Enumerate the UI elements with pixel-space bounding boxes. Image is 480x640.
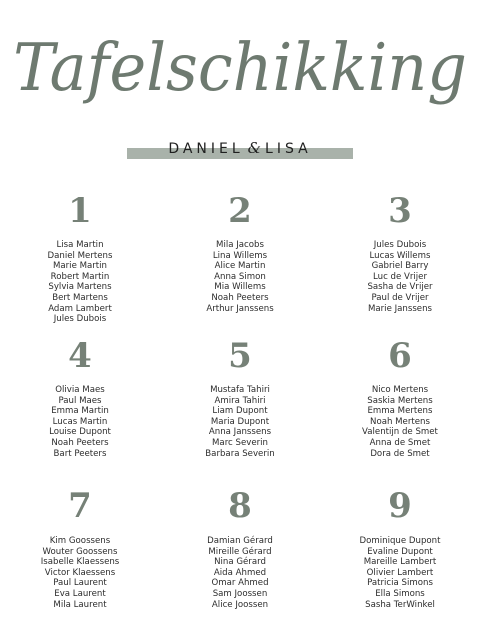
couple-second-name: LISA [265,141,312,157]
guest-name: Bart Peeters [53,448,107,459]
guest-name: Marc Severin [212,437,268,448]
guest-name: Gabriel Barry [371,261,429,272]
guest-name: Valentijn de Smet [362,427,438,438]
guest-name: Amira Tahiri [214,395,266,406]
guest-list [160,240,320,314]
table-number: 5 [228,336,252,376]
guest-name: Sam Joossen [212,588,268,599]
couple-names [0,136,480,160]
guest-name: Anna Janssens [208,427,272,438]
guest-list [0,240,160,325]
guest-name: Noah Peeters [211,292,269,303]
guest-name: Luc de Vrijer [372,271,428,282]
guest-name: Robert Martin [50,271,110,282]
guest-name: Sylvia Martens [48,282,112,293]
guest-name: Aida Ahmed [213,567,267,578]
guest-list [0,385,160,459]
guest-list [160,385,320,459]
guest-name: Emma Mertens [367,406,433,417]
guest-name: Lucas Martin [52,416,108,427]
guest-name: Maria Dupont [210,416,270,427]
guest-name: Alice Joossen [211,599,269,610]
guest-name: Paul Laurent [53,578,107,589]
guest-name: Kim Goossens [49,536,111,546]
guest-name: Dominique Dupont [359,536,441,546]
guest-name: Omar Ahmed [211,578,269,589]
guest-name: Patricia Simons [367,578,433,589]
guest-name: Lina Willems [212,250,268,261]
guest-name: Jules Dubois [373,240,427,250]
table-number: 2 [228,191,252,231]
guest-name: Paul Maes [58,395,102,406]
guest-name: Damian Gérard [207,536,273,546]
guest-name: Dora de Smet [370,448,430,459]
guest-name: Anna Simon [214,271,266,282]
guest-name: Noah Peeters [51,437,109,448]
guest-name: Anna de Smet [369,437,431,448]
guest-name: Olivier Lambert [366,567,434,578]
table-number: 8 [228,486,252,526]
guest-name: Noah Mertens [370,416,430,427]
page-title: Tafelschikking [13,29,467,106]
table-7 [0,486,160,610]
guest-name: Mila Laurent [53,599,107,610]
guest-list [320,536,480,610]
guest-name: Louise Dupont [49,427,111,438]
guest-name: Paul de Vrijer [371,292,429,303]
guest-name: Daniel Mertens [47,250,113,261]
guest-name: Eva Laurent [54,588,106,599]
guest-name: Lisa Martin [56,240,104,250]
table-9 [320,486,480,610]
couple-first-name: DANIEL [168,141,244,157]
guest-name: Sasha de Vrijer [367,282,433,293]
table-number: 7 [68,486,92,526]
table-number: 4 [68,336,92,376]
guest-name: Mia Willems [214,282,266,293]
table-number: 1 [68,191,92,231]
guest-name: Mireille Gérard [208,546,272,557]
guest-name: Saskia Mertens [367,395,433,406]
guest-name: Marie Martin [52,261,108,272]
guest-name: Victor Klaessens [44,567,116,578]
table-number: 3 [388,191,412,231]
table-6 [320,336,480,459]
guest-name: Adam Lambert [48,303,112,314]
table-4 [0,336,160,459]
guest-name: Arthur Janssens [206,303,274,314]
guest-list [320,385,480,459]
table-1 [0,191,160,325]
guest-name: Evaline Dupont [367,546,433,557]
guest-name: Sasha TerWinkel [365,599,435,610]
guest-list [160,536,320,610]
guest-name: Lucas Willems [369,250,431,261]
table-number: 6 [388,336,412,376]
guest-name: Mareille Lambert [363,557,437,568]
guest-list [320,240,480,314]
guest-name: Alice Martin [214,261,266,272]
guest-name: Mila Jacobs [216,240,264,250]
guest-name: Ella Simons [375,588,425,599]
guest-list [0,536,160,610]
guest-name: Mustafa Tahiri [210,385,270,395]
ampersand: & [247,139,262,157]
guest-name: Barbara Severin [205,448,275,459]
guest-name: Olivia Maes [55,385,105,395]
table-5 [160,336,320,459]
guest-name: Bert Martens [52,292,108,303]
guest-name: Jules Dubois [53,314,107,325]
guest-name: Nico Mertens [371,385,429,395]
guest-name: Liam Dupont [212,406,268,417]
table-2 [160,191,320,314]
table-8 [160,486,320,610]
guest-name: Isabelle Klaessens [40,557,120,568]
guest-name: Wouter Goossens [42,546,118,557]
table-3 [320,191,480,314]
guest-name: Marie Janssens [367,303,433,314]
table-number: 9 [388,486,412,526]
guest-name: Emma Martin [51,406,109,417]
guest-name: Nina Gérard [214,557,266,568]
